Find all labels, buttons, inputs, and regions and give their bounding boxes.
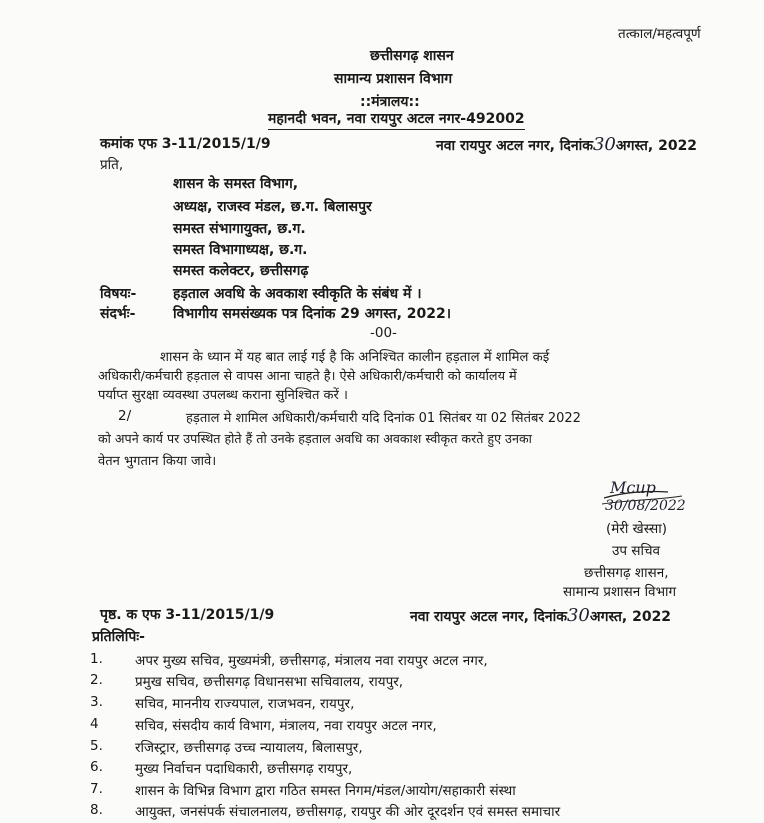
copy-item-text: प्रमुख सचिव, छत्तीसगढ़ विधानसभा सचिवालय, रायपुर, <box>135 674 404 690</box>
letter-date-prefix: नवा रायपुर अटल नगर, दिनांक <box>436 138 593 154</box>
recipient-line: समस्त कलेक्टर, छत्तीसगढ़ <box>173 263 309 279</box>
copy-item-text: सचिव, संसदीय कार्य विभाग, मंत्रालय, नवा रायपुर अटल नगर, <box>135 718 437 734</box>
copy-item-number: 3. <box>90 694 103 710</box>
endorsement-date-suffix: अगस्त, 2022 <box>589 609 672 625</box>
recipient-line: समस्त संभागायुक्त, छ.ग. <box>173 221 306 237</box>
address-heading: महानदी भवन, नवा रायपुर अटल नगर-492002 <box>268 109 525 130</box>
govt-heading: छत्तीसगढ़ शासन <box>370 48 454 64</box>
office-heading: ::मंत्रालय:: <box>360 94 420 110</box>
priority-label: तत्काल/महत्वपूर्ण <box>618 26 701 42</box>
letter-date-day: 30 <box>592 134 616 155</box>
copy-item-number: 8. <box>90 802 103 818</box>
letter-date-suffix: अगस्त, 2022 <box>615 138 698 154</box>
department-heading: सामान्य प्रशासन विभाग <box>334 71 453 87</box>
signatory-designation: उप सचिव <box>612 543 661 559</box>
body-line: पर्याप्त सुरक्षा व्यवस्था उपलब्ध कराना सुनिश्चित करें । <box>98 388 348 403</box>
signature-date: 30/08/2022 <box>605 498 686 514</box>
copy-item-number: 1. <box>90 651 103 667</box>
reference-text: विभागीय समसंख्यक पत्र दिनांक 29 अगस्त, 2022। <box>173 306 452 322</box>
copy-item-number: 2. <box>90 672 103 688</box>
copy-item-number: 6. <box>90 759 103 775</box>
body-line: हड़ताल मे शामिल अधिकारी/कर्मचारी यदि दिनांक 01 सितंबर या 02 सितंबर 2022 <box>186 411 581 426</box>
subject-label: विषयः- <box>100 286 137 302</box>
reference-label: संदर्भः- <box>100 306 136 322</box>
body-line: शासन के ध्यान में यह बात लाई गई है कि अनिश्चित कालीन हड़ताल में शामिल कई <box>160 350 550 365</box>
signatory-govt: छत्तीसगढ़ शासन, <box>584 565 669 581</box>
endorsement-ref-no: पृष्ठ. क एफ 3-11/2015/1/9 <box>100 607 275 623</box>
copy-item-text: शासन के विभिन्न विभाग द्वारा गठित समस्त निगम/मंडल/आयोग/सहाकारी संस्था <box>135 783 516 799</box>
recipient-line: शासन के समस्त विभाग, <box>173 176 299 192</box>
copy-item-text: अपर मुख्य सचिव, मुख्यमंत्री, छत्तीसगढ़, मंत्रालय नवा रायपुर अटल नगर, <box>135 653 488 669</box>
recipient-line: अध्यक्ष, राजस्व मंडल, छ.ग. बिलासपुर <box>173 199 372 215</box>
letter-date <box>436 134 697 155</box>
endorsement-date-day: 30 <box>566 605 590 626</box>
body-line: वेतन भुगतान किया जावे। <box>98 454 217 469</box>
copy-label: प्रतिलिपिः- <box>92 629 145 645</box>
copy-item-number: 5. <box>90 738 103 754</box>
para-number: 2/ <box>118 408 132 424</box>
signature-initials: Mcup <box>610 478 656 497</box>
recipient-line: समस्त विभागाध्यक्ष, छ.ग. <box>173 242 308 258</box>
signatory-name: (मेरी खेस्सा) <box>606 521 667 537</box>
copy-item-text: आयुक्त, जनसंपर्क संचालनालय, छत्तीसगढ़, रायपुर की ओर दूरदर्शन एवं समस्त समाचार <box>135 804 561 820</box>
copy-item-number: 7. <box>90 781 103 797</box>
body-line: को अपने कार्य पर उपस्थित होते हैं तो उनके हड़ताल अवधि का अवकाश स्वीकृत करते हुए उनका <box>98 431 532 446</box>
copy-item-number: 4 <box>90 716 99 732</box>
body-line: अधिकारी/कर्मचारी हड़ताल से वापस आना चाहते है। ऐसे अधिकारी/कर्मचारी को कार्यालय में <box>98 369 517 384</box>
copy-item-text: मुख्य निर्वाचन पदाधिकारी, छत्तीसगढ़ रायपुर, <box>135 761 353 777</box>
signatory-department: सामान्य प्रशासन विभाग <box>563 584 677 600</box>
letter-ref-no: कमांक एफ 3-11/2015/1/9 <box>100 136 271 152</box>
subject-text: हड़ताल अवधि के अवकाश स्वीकृति के संबंध में । <box>173 286 422 302</box>
to-label: प्रति, <box>100 157 124 173</box>
endorsement-date-prefix: नवा रायपुर अटल नगर, दिनांक <box>410 609 567 625</box>
copy-item-text: रजिस्ट्रार, छत्तीसगढ़ उच्च न्यायालय, बिलासपुर, <box>135 740 363 756</box>
endorsement-date <box>410 605 671 626</box>
copy-item-text: सचिव, माननीय राज्यपाल, राजभवन, रायपुर, <box>135 696 355 712</box>
separator: -00- <box>370 325 397 341</box>
